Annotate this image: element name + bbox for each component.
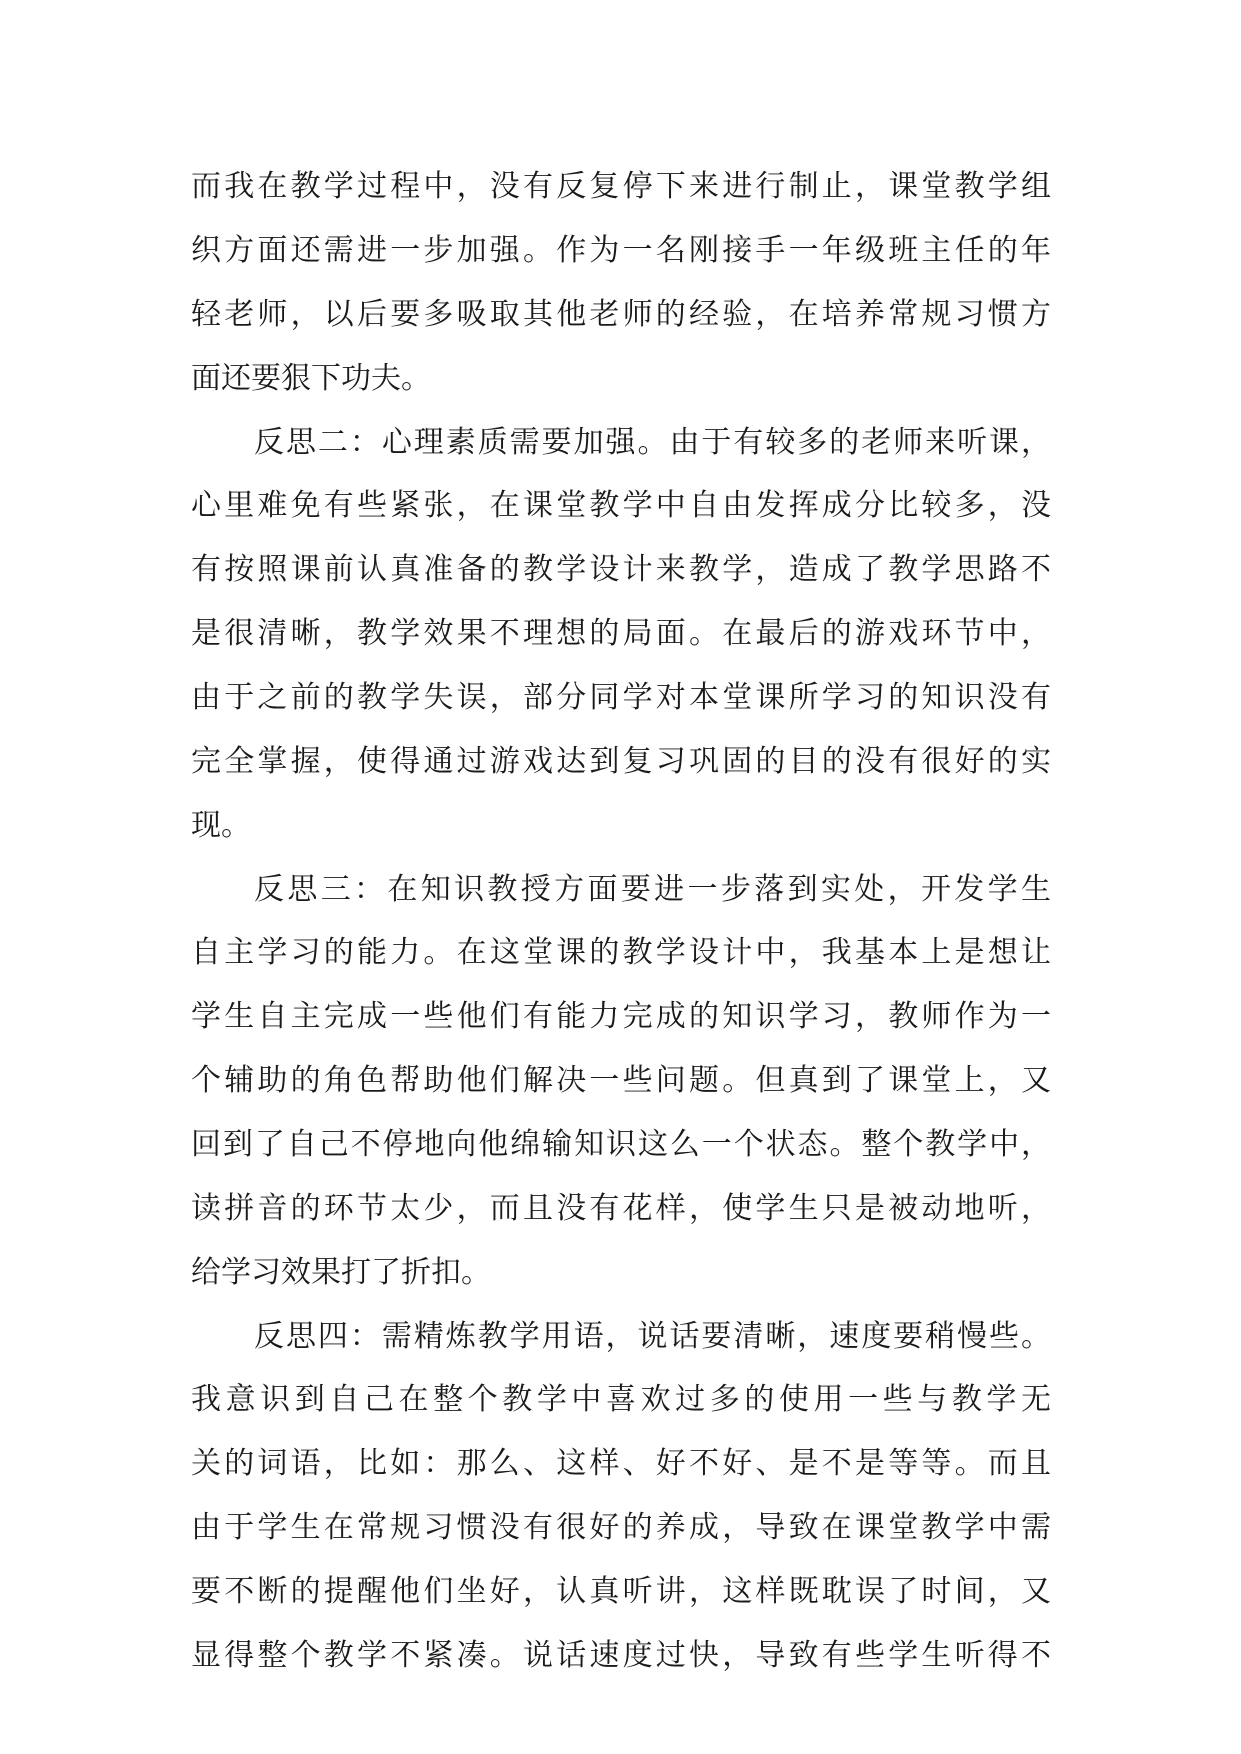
text-line: 关的词语，比如：那么、这样、好不好、是不是等等。而且 (191, 1446, 1051, 1481)
text-line: 完全掌握，使得通过游戏达到复习巩固的目的没有很好的实 (191, 744, 1051, 779)
text-line: 学生自主完成一些他们有能力完成的知识学习，教师作为一 (191, 999, 1051, 1034)
paragraph-heading-reflection-2: 反思二：心理素质需要加强。由于有较多的老师来听课， (254, 425, 1051, 460)
text-line: 给学习效果打了折扣。 (191, 1255, 491, 1290)
text-line: 显得整个教学不紧凑。说话速度过快，导致有些学生听得不 (191, 1638, 1051, 1673)
text-line: 而我在教学过程中，没有反复停下来进行制止，课堂教学组 (191, 169, 1051, 204)
text-line: 由于之前的教学失误，部分同学对本堂课所学习的知识没有 (191, 680, 1051, 715)
text-line: 自主学习的能力。在这堂课的教学设计中，我基本上是想让 (191, 935, 1051, 970)
text-line: 轻老师，以后要多吸取其他老师的经验，在培养常规习惯方 (191, 297, 1051, 332)
text-line: 回到了自己不停地向他绵输知识这么一个状态。整个教学中， (191, 1127, 1051, 1162)
paragraph-heading-reflection-4: 反思四：需精炼教学用语，说话要清晰，速度要稍慢些。 (254, 1319, 1051, 1354)
text-line: 有按照课前认真准备的教学设计来教学，造成了教学思路不 (191, 552, 1051, 587)
text-line: 心里难免有些紧张，在课堂教学中自由发挥成分比较多，没 (191, 488, 1051, 523)
text-line: 面还要狠下功夫。 (191, 361, 431, 396)
text-line: 读拼音的环节太少，而且没有花样，使学生只是被动地听， (191, 1191, 1051, 1226)
text-line: 由于学生在常规习惯没有很好的养成，导致在课堂教学中需 (191, 1510, 1051, 1545)
text-line: 织方面还需进一步加强。作为一名刚接手一年级班主任的年 (191, 233, 1051, 268)
text-line: 要不断的提醒他们坐好，认真听讲，这样既耽误了时间，又 (191, 1574, 1051, 1609)
text-line: 是很清晰，教学效果不理想的局面。在最后的游戏环节中， (191, 616, 1051, 651)
text-line: 我意识到自己在整个教学中喜欢过多的使用一些与教学无 (191, 1382, 1051, 1417)
text-line: 个辅助的角色帮助他们解决一些问题。但真到了课堂上，又 (191, 1063, 1051, 1098)
paragraph-heading-reflection-3: 反思三：在知识教授方面要进一步落到实处，开发学生 (254, 872, 1051, 907)
text-line: 现。 (191, 808, 251, 843)
